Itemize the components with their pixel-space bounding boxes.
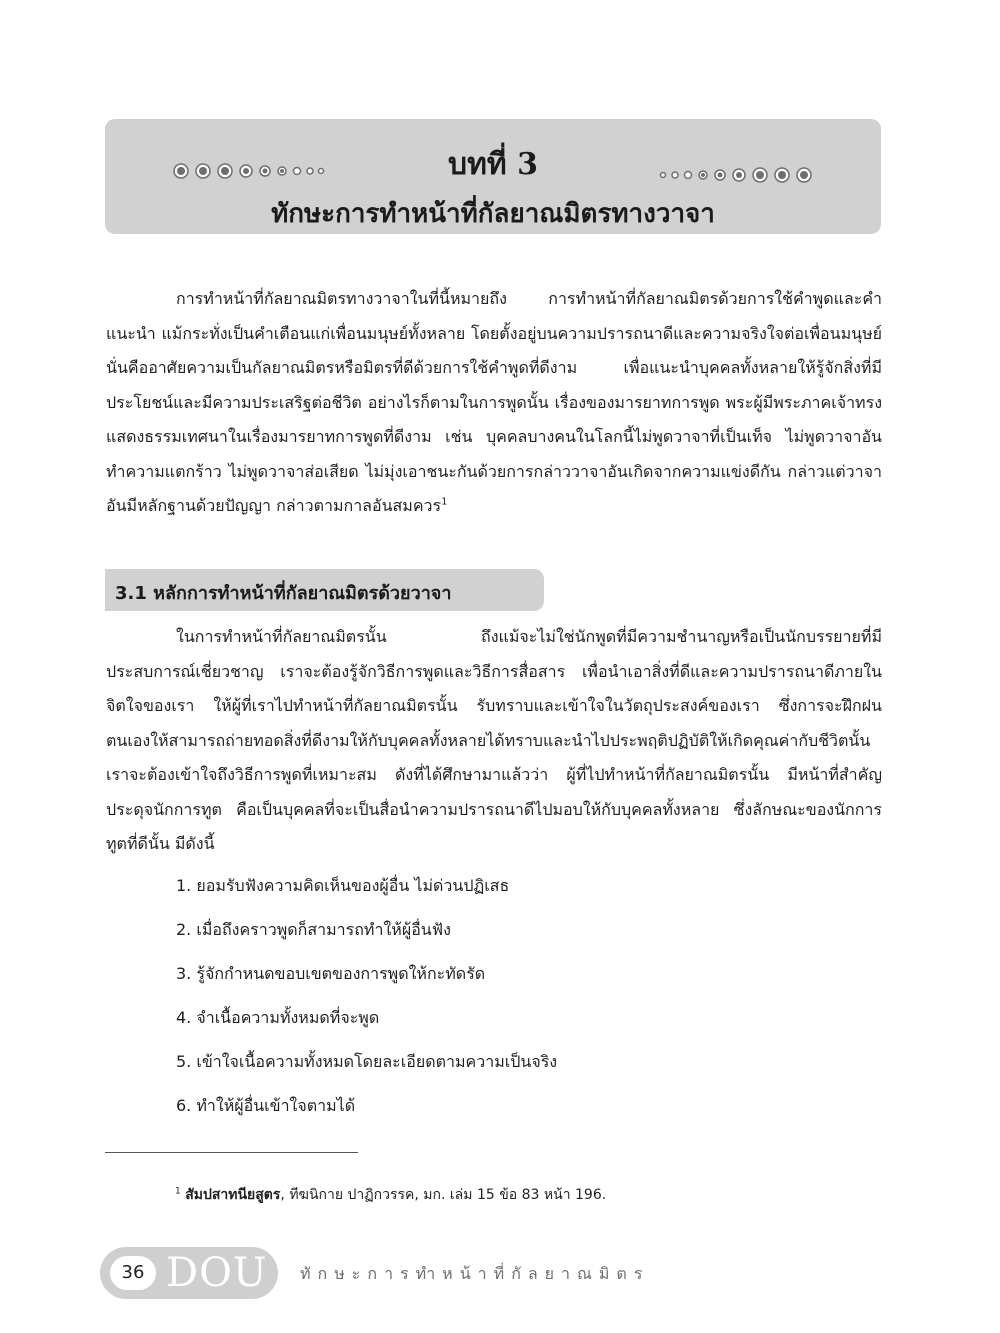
footnote [175, 1184, 606, 1206]
footnote-reference[interactable]: 1 [441, 496, 448, 508]
footnote-source: สัมปสาทนียสูตร [185, 1187, 281, 1203]
footer-book-title: ทักษะการทำหน้าที่กัลยาณมิตร [300, 1264, 650, 1283]
chapter-header-banner [105, 119, 881, 234]
footnote-divider [105, 1152, 358, 1153]
intro-paragraph [106, 282, 882, 524]
footnote-reference-text: , ทีฆนิกาย ปาฏิกวรรค, มก. เล่ม 15 ข้อ 83 หน้า 196. [280, 1187, 607, 1203]
section-heading: 3.1 หลักการทำหน้าที่กัลยาณมิตรด้วยวาจา [115, 583, 452, 604]
list-item: 6. ทำให้ผู้อื่นเข้าใจตามได้ [176, 1096, 356, 1115]
diplomat-qualities-list [176, 868, 557, 1132]
list-item: 1. ยอมรับฟังความคิดเห็นของผู้อื่น ไม่ด่วนปฏิเสธ [176, 876, 510, 895]
intro-paragraph-text: การทำหน้าที่กัลยาณมิตรทางวาจาในที่นี้หมายถึง การทำหน้าที่กัลยาณมิตรด้วยการใช้คำพูดและคำแนะนำ แม้กระทั่งเป็นคำเตือนแก่เพื่อนมนุษย์ทั้งหลาย โดยตั้งอยู่บนความปรารถนาดีและความจริงใจต่อเพื่อนมนุษย์ นั่นคืออาศัยความเป็นกัลยาณมิตรหรือมิตรที่ดีด้วยการใช้คำพูดที่ดีงาม เพื่อแนะนำบุคคลทั้งหลายให้รู้จักสิ่งที่มีประโยชน์และมีความประเสริฐต่อชีวิต อย่างไรก็ตามในการพูดนั้น เรื่องของมารยาทการพูด พระผู้มีพระภาคเจ้าทรงแสดงธรรมเทศนาในเรื่องมารยาทการพูดที่ดีงาม เช่น บุคคลบางคนในโลกนี้ไม่พูดวาจาที่เป็นเท็จ ไม่พูดวาจาอันทำความแตกร้าว ไม่พูดวาจาส่อเสียด ไม่มุ่งเอาชนะกันด้วยการกล่าววาจาอันเกิดจากความแข่งดีกัน กล่าวแต่วาจาอันมีหลักฐานด้วยปัญญา กล่าวตามกาลอันสมควร [106, 289, 882, 515]
dou-logo: DOU [166, 1250, 268, 1296]
decorative-dots-right [657, 165, 817, 185]
chapter-number: บทที่ 3 [448, 147, 538, 182]
section-heading-bar [105, 569, 544, 611]
page-number: 36 [110, 1256, 156, 1290]
list-item: 5. เข้าใจเนื้อความทั้งหมดโดยละเอียดตามความเป็นจริง [176, 1052, 558, 1071]
section-paragraph: ในการทำหน้าที่กัลยาณมิตรนั้น ถึงแม้จะไม่ใช่นักพูดที่มีความชำนาญหรือเป็นนักบรรยายที่มีประสบการณ์เชี่ยวชาญ เราจะต้องรู้จักวิธีการพูดและวิธีการสื่อสาร เพื่อนำเอาสิ่งที่ดีและความปรารถนาดีภายในจิตใจของเรา ให้ผู้ที่เราไปทำหน้าที่กัลยาณมิตรนั้น รับทราบและเข้าใจในวัตถุประสงค์ของเรา ซึ่งการจะฝึกฝนตนเองให้สามารถถ่ายทอดสิ่งที่ดีงามให้กับบุคคลทั้งหลายได้ทราบและนำไปประพฤติปฏิบัติให้เกิดคุณค่ากับชีวิตนั้น เราจะต้องเข้าใจถึงวิธีการพูดที่เหมาะสม ดังที่ได้ศึกษามาแล้วว่า ผู้ที่ไปทำหน้าที่กัลยาณมิตรนั้น มีหน้าที่สำคัญประดุจนักการทูต คือเป็นบุคคลที่จะเป็นสื่อนำความปรารถนาดีไปมอบให้กับบุคคลทั้งหลาย ซึ่งลักษณะของนักการทูตที่ดีนั้น มีดังนี้ [106, 627, 882, 853]
list-item: 4. จำเนื้อความทั้งหมดที่จะพูด [176, 1008, 380, 1027]
footnote-marker: 1 [175, 1186, 181, 1197]
list-item: 2. เมื่อถึงคราวพูดก็สามารถทำให้ผู้อื่นฟัง [176, 920, 451, 939]
footer-badge [100, 1247, 278, 1299]
chapter-title: ทักษะการทำหน้าที่กัลยาณมิตรทางวาจา [271, 199, 715, 229]
list-item: 3. รู้จักกำหนดขอบเขตของการพูดให้กะทัดรัด [176, 964, 486, 983]
